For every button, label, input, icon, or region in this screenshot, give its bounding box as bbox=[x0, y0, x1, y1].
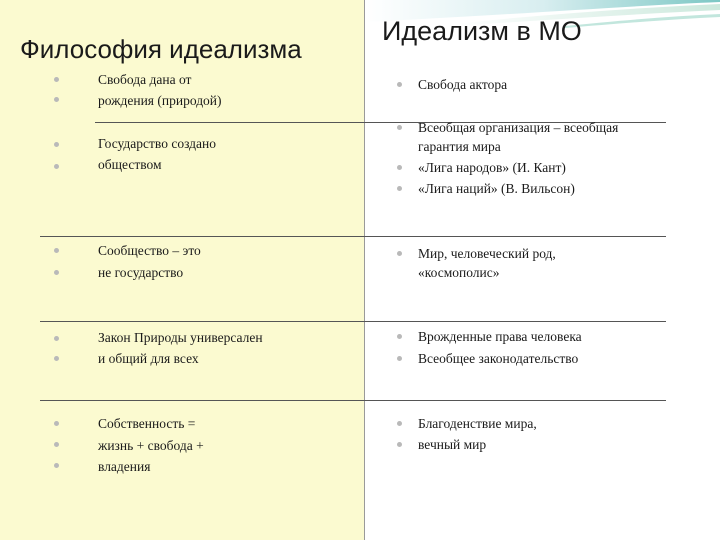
bullet-icon bbox=[54, 248, 59, 253]
list-item-text: «Лига народов» (И. Кант) bbox=[418, 160, 566, 175]
bullet-icon bbox=[397, 165, 402, 170]
column-divider bbox=[364, 0, 365, 540]
list-item-text: не государство bbox=[98, 265, 184, 280]
bullet-icon bbox=[397, 251, 402, 256]
bullet-icon bbox=[54, 77, 59, 82]
row-separator bbox=[40, 400, 666, 401]
list-item-text: Врожденные права человека bbox=[418, 329, 582, 344]
bullet-icon bbox=[397, 421, 402, 426]
bullet-icon bbox=[54, 270, 59, 275]
list-item-text: Свобода дана от bbox=[98, 72, 192, 87]
bullet-icon bbox=[397, 186, 402, 191]
right-column-title: Идеализм в МО bbox=[382, 16, 582, 46]
list-item-text: Всеобщее законодательство bbox=[418, 351, 579, 366]
bullet-icon bbox=[54, 442, 59, 447]
list-item-text: обществом bbox=[98, 157, 162, 172]
bullet-icon bbox=[54, 336, 59, 341]
list-item-text: жизнь + свобода + bbox=[98, 438, 204, 453]
list-item-text: Собственность = bbox=[98, 416, 196, 431]
list-item-text: владения bbox=[98, 459, 151, 474]
list-item-text: Государство создано bbox=[98, 136, 216, 151]
bullet-icon bbox=[397, 334, 402, 339]
list-item-text: Благоденствие мира, bbox=[418, 416, 537, 431]
list-item-text: Сообщество – это bbox=[98, 243, 201, 258]
list-item-text: вечный мир bbox=[418, 437, 487, 452]
list-item-text: «космополис» bbox=[418, 265, 500, 280]
bullet-icon bbox=[54, 142, 59, 147]
bullet-icon bbox=[54, 356, 59, 361]
list-item-text: Закон Природы универсален bbox=[98, 330, 263, 345]
list-item-text: Всеобщая организация – всеобщая bbox=[418, 120, 619, 135]
row-separator bbox=[40, 236, 666, 237]
bullet-icon bbox=[54, 421, 59, 426]
bullet-icon bbox=[397, 356, 402, 361]
list-item-text: гарантия мира bbox=[418, 139, 501, 154]
list-item-text: Мир, человеческий род, bbox=[418, 246, 556, 261]
bullet-icon bbox=[397, 82, 402, 87]
bullet-icon bbox=[397, 125, 402, 130]
list-item-text: «Лига наций» (В. Вильсон) bbox=[418, 181, 575, 196]
row-separator bbox=[40, 321, 666, 322]
bullet-icon bbox=[54, 463, 59, 468]
list-item-text: и общий для всех bbox=[98, 351, 199, 366]
left-column-title: Философия идеализма bbox=[20, 34, 302, 64]
list-item-text: Свобода актора bbox=[418, 77, 508, 92]
bullet-icon bbox=[397, 442, 402, 447]
list-item-text: рождения (природой) bbox=[98, 93, 222, 108]
bullet-icon bbox=[54, 164, 59, 169]
bullet-icon bbox=[54, 97, 59, 102]
